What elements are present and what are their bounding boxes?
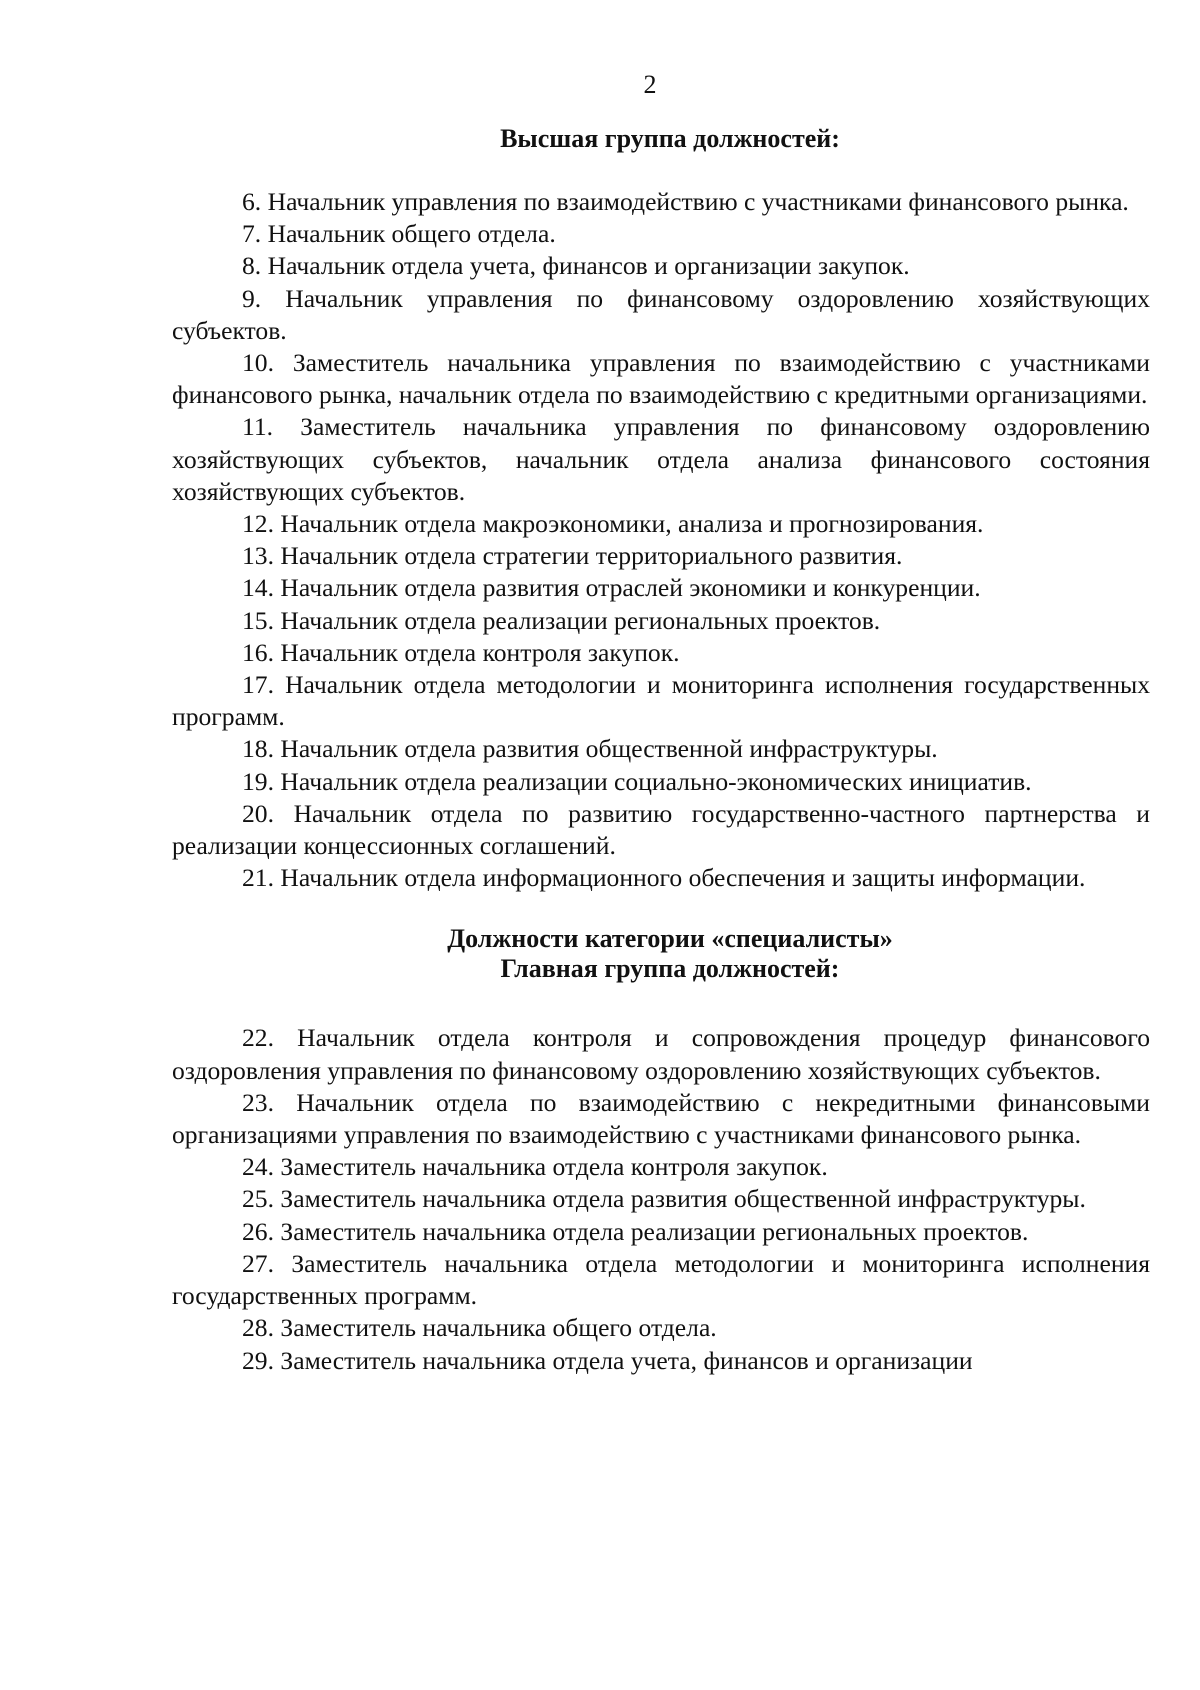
list-item: 23. Начальник отдела по взаимодействию с некредитными финансовыми организациями управления по взаимодействию с участниками финансового рынка.: [172, 1087, 1150, 1150]
list-item: 22. Начальник отдела контроля и сопровождения процедур финансового оздоровления управления по финансовому оздоровлению хозяйствующих субъектов.: [172, 1023, 1150, 1085]
list-item: 9. Начальник управления по финансовому оздоровлению хозяйствующих субъектов.: [172, 283, 1150, 345]
main-group-list: [172, 1022, 1150, 1376]
page-number: 2: [643, 70, 657, 99]
list-item: 10. Заместитель начальника управления по взаимодействию с участниками финансового рынка, начальник отдела по взаимодействию с кредитными организациями.: [172, 348, 1150, 410]
list-item: 14. Начальник отдела развития отраслей экономики и конкуренции.: [242, 573, 981, 603]
list-item: 7. Начальник общего отдела.: [242, 219, 556, 249]
list-item: 19. Начальник отдела реализации социально-экономических инициатив.: [242, 766, 1032, 796]
list-item: 21. Начальник отдела информационного обеспечения и защиты информации.: [242, 863, 1086, 893]
list-item: 25. Заместитель начальника отдела развития общественной инфраструктуры.: [242, 1184, 1086, 1214]
list-item: 26. Заместитель начальника отдела реализации региональных проектов.: [242, 1216, 1029, 1246]
document-body: [172, 124, 1150, 1377]
list-item: 29. Заместитель начальника отдела учета, финансов и организации: [242, 1345, 973, 1375]
heading-main-group: Главная группа должностей:: [500, 954, 840, 984]
heading-specialists-category: Должности категории «специалисты»: [447, 924, 893, 954]
list-item: 28. Заместитель начальника общего отдела.: [242, 1313, 717, 1343]
list-item: 6. Начальник управления по взаимодействию с участниками финансового рынка.: [242, 187, 1129, 216]
list-item: 18. Начальник отдела развития общественной инфраструктуры.: [242, 734, 938, 764]
list-item: 13. Начальник отдела стратегии территориального развития.: [242, 541, 903, 571]
list-item: 27. Заместитель начальника отдела методологии и мониторинга исполнения государственных программ.: [172, 1248, 1150, 1311]
list-item: 15. Начальник отдела реализации региональных проектов.: [242, 605, 881, 635]
list-item: 17. Начальник отдела методологии и мониторинга исполнения государственных программ.: [172, 670, 1151, 732]
list-item: 11. Заместитель начальника управления по финансовому оздоровлению хозяйствующих субъектов, начальник отдела анализа финансового состояния хозяйствующих субъектов.: [172, 412, 1151, 506]
senior-group-list: [172, 186, 1150, 894]
list-item: 24. Заместитель начальника отдела контроля закупок.: [242, 1152, 828, 1182]
list-item: 16. Начальник отдела контроля закупок.: [242, 637, 680, 667]
list-item: 20. Начальник отдела по развитию государственно-частного партнерства и реализации концессионных соглашений.: [172, 798, 1150, 861]
list-item: 8. Начальник отдела учета, финансов и организации закупок.: [242, 251, 910, 281]
heading-senior-group: Высшая группа должностей:: [500, 124, 840, 153]
list-item: 12. Начальник отдела макроэкономики, анализа и прогнозирования.: [242, 509, 984, 539]
